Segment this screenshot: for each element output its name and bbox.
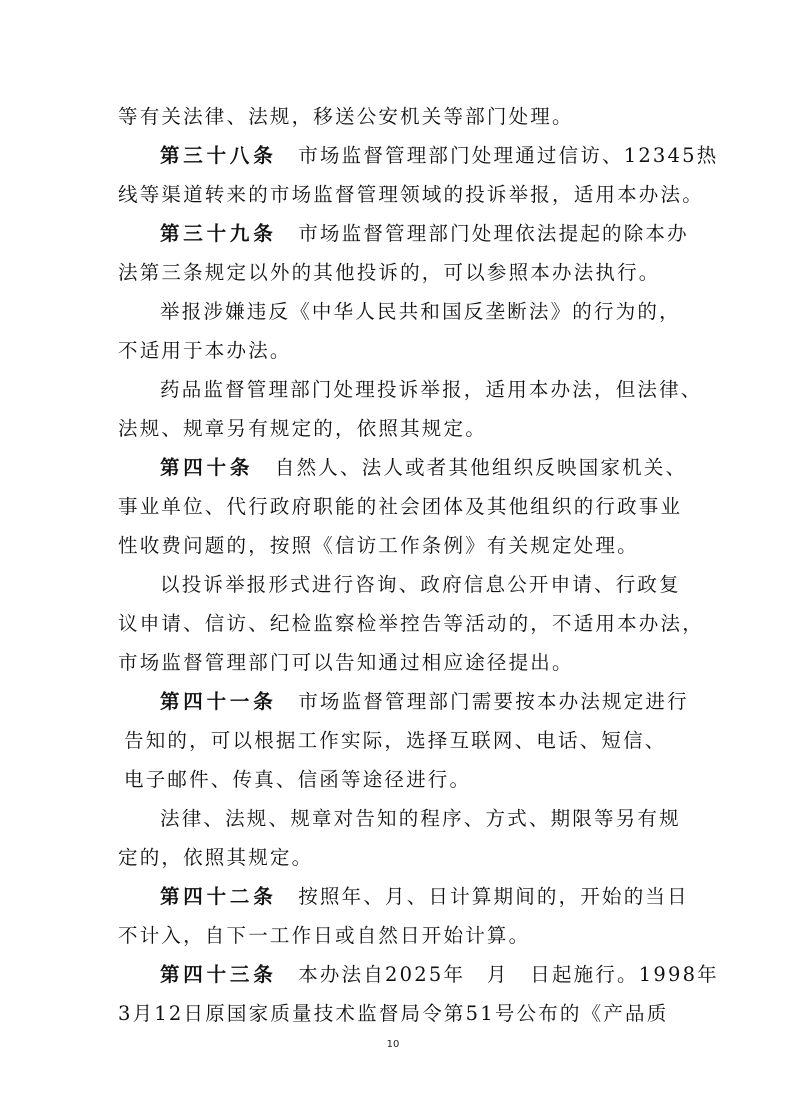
article-heading: 第三十八条: [160, 144, 277, 167]
page-number: 10: [386, 1039, 400, 1050]
text-line-10: 第四十条 自然人、法人或者其他组织反映国家机关、: [160, 456, 688, 479]
text-line-20: 定的，依照其规定。: [118, 846, 314, 869]
text-line-19: 法律、法规、规章对告知的程序、方式、期限等另有规: [160, 807, 681, 830]
text-line-24: 3月12日原国家质量技术监督局令第51号公布的《产品质: [118, 1002, 669, 1025]
text-line-15: 市场监督管理部门可以告知通过相应途径提出。: [118, 651, 574, 674]
article-heading: 第四十条: [160, 456, 254, 479]
article-heading: 第四十一条: [160, 690, 277, 713]
text-line-12: 性收费问题的，按照《信访工作条例》有关规定处理。: [118, 534, 639, 557]
text-line-9: 法规、规章另有规定的，依照其规定。: [118, 417, 487, 440]
text-line-11: 事业单位、代行政府职能的社会团体及其他组织的行政事业: [118, 495, 683, 518]
text-line-14: 议申请、信访、纪检监察检举控告等活动的，不适用本办法，: [118, 612, 704, 635]
article-heading: 第三十九条: [160, 222, 277, 245]
text-line-18: 电子邮件、传真、信函等途径进行。: [124, 768, 472, 791]
text-line-17: 告知的，可以根据工作实际，选择互联网、电话、短信、: [124, 729, 667, 752]
text-line-2: 第三十八条 市场监督管理部门处理通过信访、12345热: [160, 144, 719, 167]
text-line-22: 不计入，自下一工作日或自然日开始计算。: [118, 924, 531, 947]
text-line-1: 等有关法律、法规，移送公安机关等部门处理。: [118, 105, 574, 128]
text-line-6: 举报涉嫌违反《中华人民共和国反垄断法》的行为的，: [160, 300, 681, 323]
text-line-21: 第四十二条 按照年、月、日计算期间的，开始的当日: [160, 885, 689, 908]
text-line-3: 线等渠道转来的市场监督管理领域的投诉举报，适用本办法。: [118, 183, 704, 206]
text-line-7: 不适用于本办法。: [118, 339, 292, 362]
text-line-23: 第四十三条 本办法自2025年 月 日起施行。1998年: [160, 963, 719, 986]
text-line-5: 法第三条规定以外的其他投诉的，可以参照本办法执行。: [118, 261, 661, 284]
article-heading: 第四十二条: [160, 885, 277, 908]
text-line-4: 第三十九条 市场监督管理部门处理依法提起的除本办: [160, 222, 689, 245]
text-line-16: 第四十一条 市场监督管理部门需要按本办法规定进行: [160, 690, 689, 713]
text-line-13: 以投诉举报形式进行咨询、政府信息公开申请、行政复: [160, 573, 681, 596]
article-heading: 第四十三条: [160, 963, 277, 986]
text-line-8: 药品监督管理部门处理投诉举报，适用本办法，但法律、: [160, 378, 703, 401]
